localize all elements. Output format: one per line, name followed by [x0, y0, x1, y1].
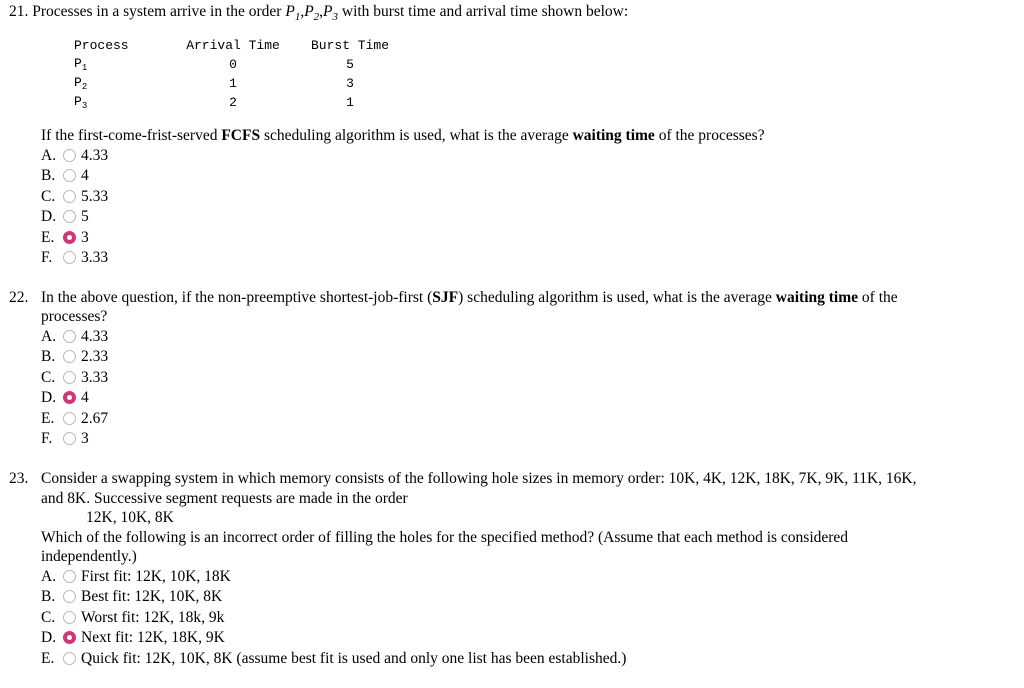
- q23-option-d[interactable]: D. Next fit: 12K, 18K, 9K: [41, 629, 225, 646]
- question-23-number: 23.: [9, 470, 29, 487]
- q23-option-b[interactable]: B. Best fit: 12K, 10K, 8K: [41, 588, 223, 605]
- radio-button[interactable]: [63, 432, 76, 445]
- process-cell: $P_1$: [74, 56, 88, 73]
- q21-option-d[interactable]: D. 5: [41, 208, 89, 225]
- table-row: [74, 93, 400, 112]
- radio-button[interactable]: [63, 412, 76, 425]
- q23-option-a[interactable]: A. First fit: 12K, 10K, 18K: [41, 568, 231, 585]
- q21-option-f[interactable]: F. 3.33: [41, 249, 109, 266]
- question-21-number: 21.: [9, 3, 29, 20]
- question-21-prompt: If the first-come-frist-served FCFS scheduling algorithm is used, what is the average waiting time of the processes?: [41, 127, 765, 144]
- arrival-cell: 2: [229, 94, 237, 110]
- q22-option-b[interactable]: B. 2.33: [41, 348, 109, 365]
- q22-option-f[interactable]: F. 3: [41, 430, 89, 447]
- radio-button[interactable]: [63, 210, 76, 223]
- question-23-line5: independently.): [41, 548, 137, 565]
- process-cell: $P_3$: [74, 94, 88, 111]
- col-header-arrival: Arrival Time: [186, 38, 280, 53]
- process-table-header: [74, 37, 400, 55]
- col-header-burst: Burst Time: [310, 38, 389, 53]
- table-row: [74, 55, 400, 74]
- question-22-number: 22.: [9, 289, 29, 306]
- burst-cell: 1: [346, 94, 354, 110]
- arrival-cell: 0: [229, 56, 237, 72]
- radio-button[interactable]: [63, 251, 76, 264]
- process-cell: $P_2$: [74, 75, 88, 92]
- radio-button[interactable]: [63, 371, 76, 384]
- radio-button-selected[interactable]: [63, 631, 76, 644]
- question-23-line4: Which of the following is an incorrect order of filling the holes for the specified method? (Assume that each method is considered: [41, 529, 849, 546]
- radio-button[interactable]: [63, 169, 76, 182]
- arrival-cell: 1: [229, 75, 237, 91]
- q22-option-c[interactable]: C. 3.33: [41, 369, 109, 386]
- radio-button-selected[interactable]: [63, 231, 76, 244]
- q22-option-e[interactable]: E. 2.67: [41, 410, 109, 427]
- radio-button[interactable]: [63, 350, 76, 363]
- table-row: [74, 74, 400, 93]
- question-22-prompt-line2: processes?: [41, 308, 108, 325]
- q21-option-a[interactable]: A. 4.33: [41, 147, 109, 164]
- q21-option-c[interactable]: C. 5.33: [41, 188, 109, 205]
- question-22-stem: [9, 288, 28, 308]
- burst-cell: 5: [346, 56, 354, 72]
- burst-cell: 3: [346, 75, 354, 91]
- q23-option-c[interactable]: C. Worst fit: 12K, 18k, 9k: [41, 609, 225, 626]
- question-21-stem: 21. Processes in a system arrive in the order $P_1,P_2,P_3$ with burst time and arrival time shown below:: [9, 3, 629, 23]
- process-table: [74, 37, 400, 112]
- q22-option-a[interactable]: A. 4.33: [41, 328, 109, 345]
- q22-option-d[interactable]: D. 4: [41, 389, 89, 406]
- question-22-prompt: In the above question, if the non-preemptive shortest-job-first (SJF) scheduling algorithm is used, what is the average waiting time of the: [41, 289, 898, 306]
- radio-button[interactable]: [63, 570, 76, 583]
- question-23-requests: 12K, 10K, 8K: [86, 509, 174, 526]
- q21-option-b[interactable]: B. 4: [41, 167, 89, 184]
- q21-option-e[interactable]: E. 3: [41, 229, 89, 246]
- radio-button[interactable]: [63, 611, 76, 624]
- radio-button[interactable]: [63, 652, 76, 665]
- col-header-process: Process: [74, 38, 129, 53]
- question-23-line2: and 8K. Successive segment requests are made in the order: [41, 490, 408, 507]
- radio-button[interactable]: [63, 149, 76, 162]
- radio-button[interactable]: [63, 190, 76, 203]
- radio-button-selected[interactable]: [63, 391, 76, 404]
- radio-button[interactable]: [63, 590, 76, 603]
- question-23-line1: Consider a swapping system in which memory consists of the following hole sizes in memory order: 10K, 4K, 12K, 18K, 7K, 9K, 11K, 16K,: [41, 470, 917, 487]
- q23-option-e[interactable]: E. Quick fit: 12K, 10K, 8K (assume best fit is used and only one list has been established.): [41, 650, 627, 667]
- radio-button[interactable]: [63, 330, 76, 343]
